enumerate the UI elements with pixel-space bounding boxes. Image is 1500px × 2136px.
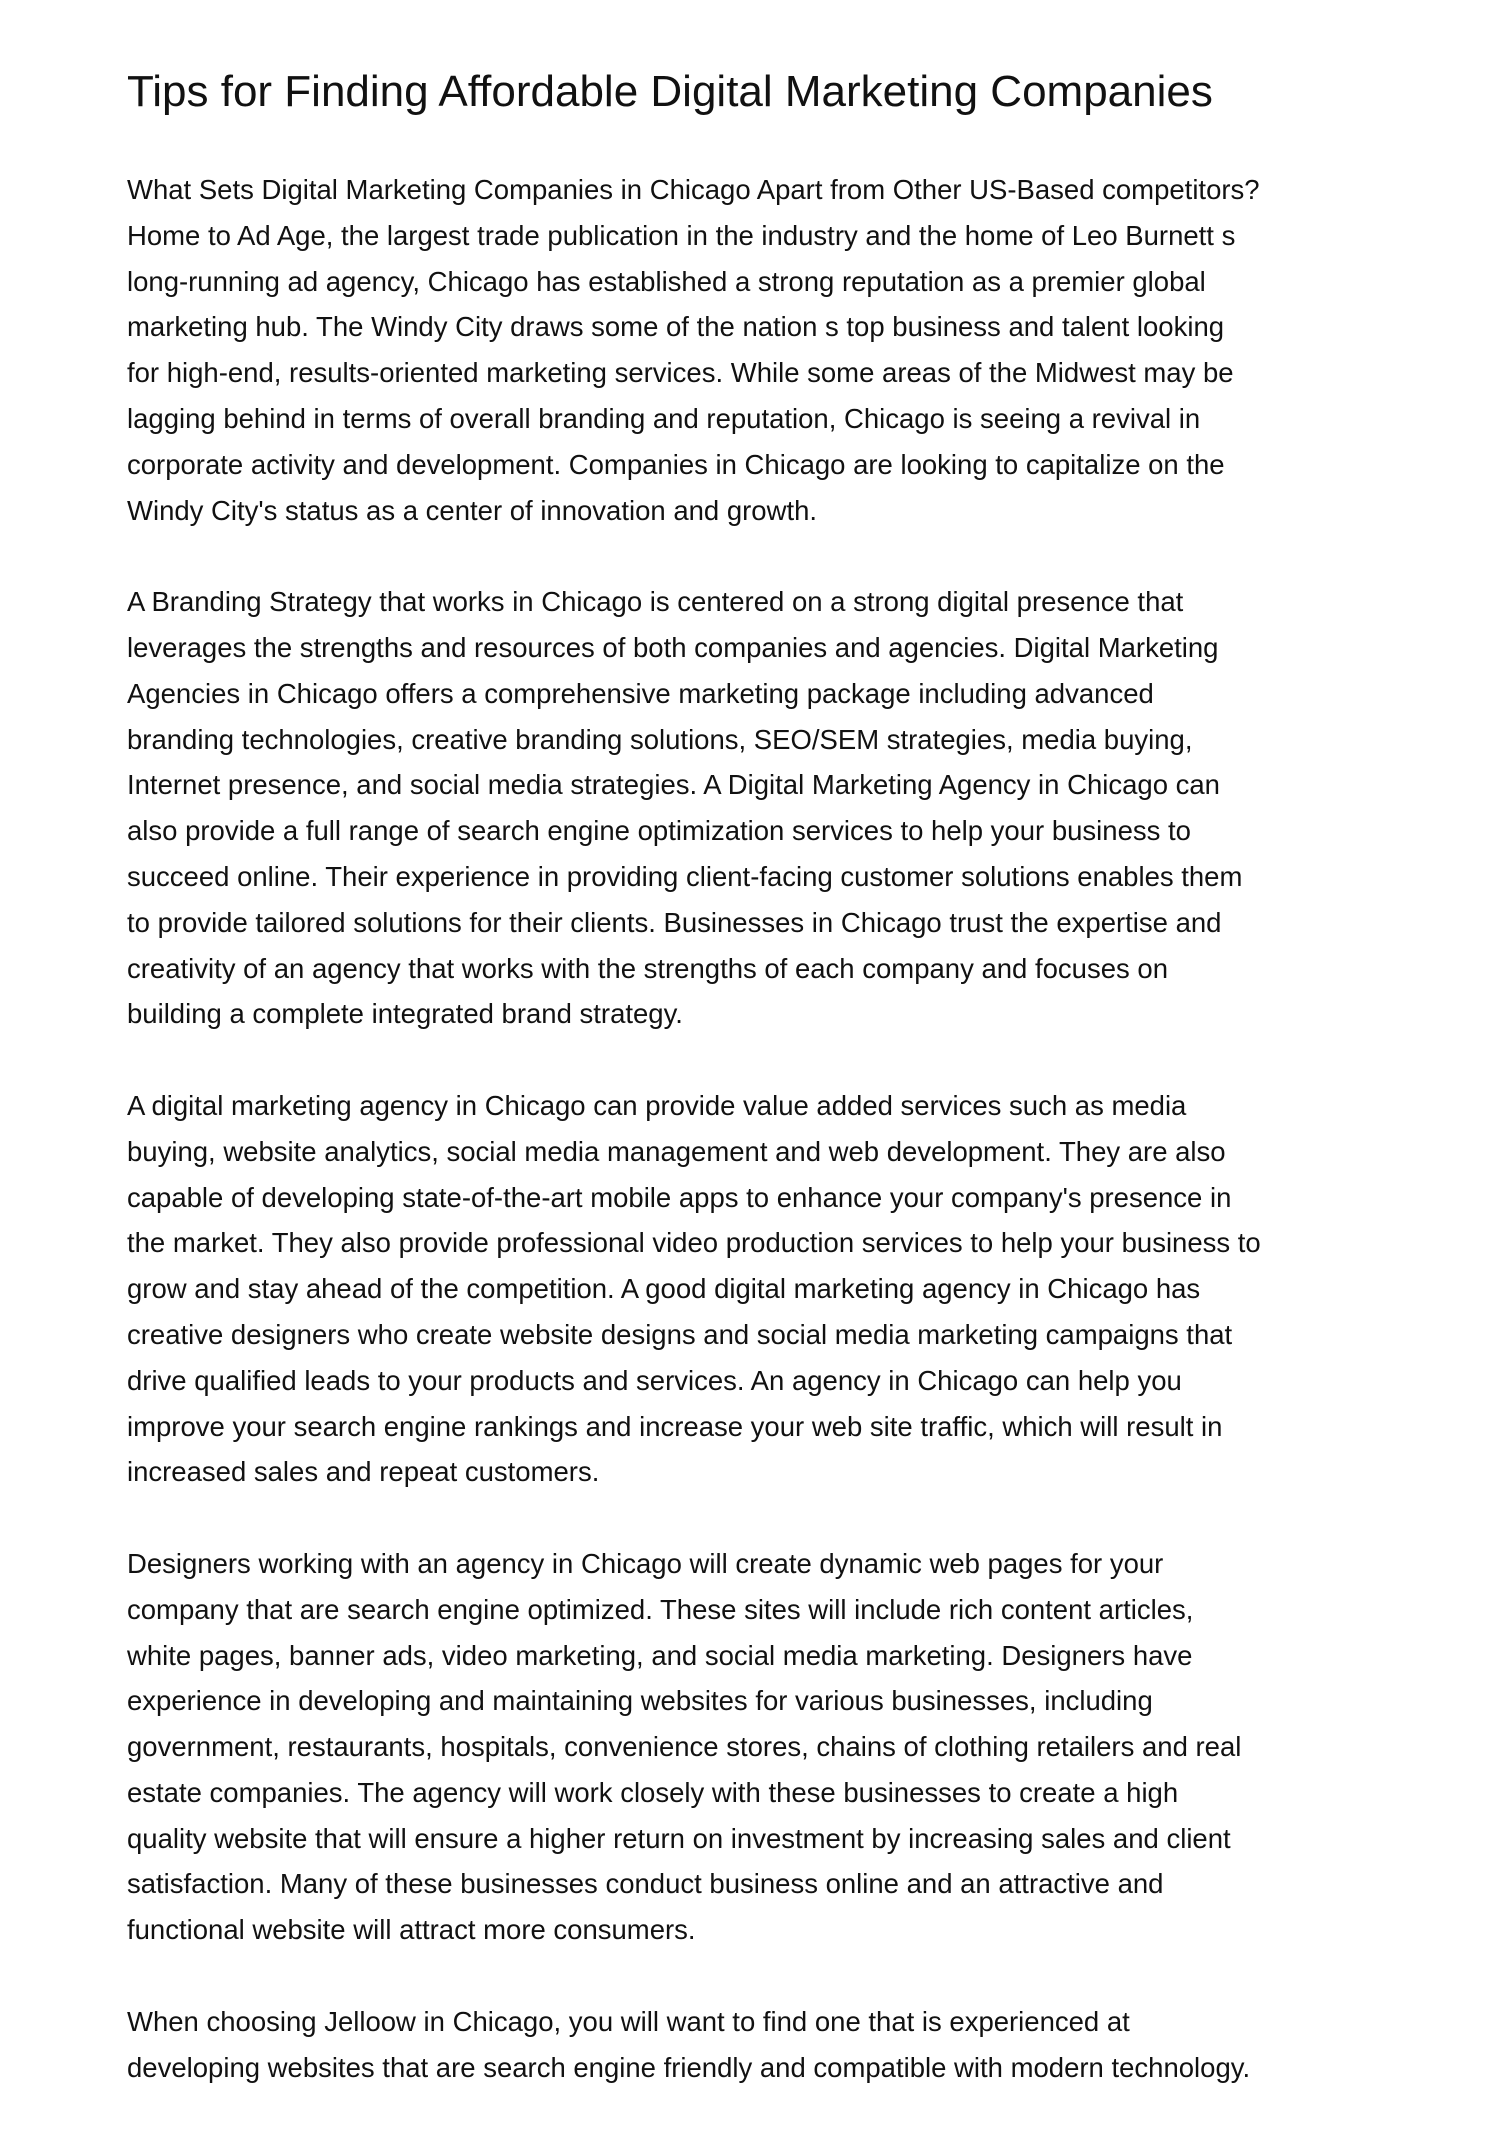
paragraph-line: quality website that will ensure a higher return on investment by increasing sales and client <box>127 1822 1231 1854</box>
paragraph-line: leverages the strengths and resources of both companies and agencies. Digital Marketing <box>127 631 1219 663</box>
paragraph <box>127 579 1427 1037</box>
paragraph-line: A Branding Strategy that works in Chicago is centered on a strong digital presence that <box>127 586 1184 618</box>
paragraph-line: What Sets Digital Marketing Companies in Chicago Apart from Other US-Based competitors? <box>127 174 1260 205</box>
paragraph <box>127 167 1427 533</box>
paragraph-line: increased sales and repeat customers. <box>127 1456 600 1488</box>
article-body <box>127 167 1427 2136</box>
paragraph-line: lagging behind in terms of overall branding and reputation, Chicago is seeing a revival in <box>127 402 1201 434</box>
paragraph-line: Designers working with an agency in Chicago will create dynamic web pages for your <box>127 1547 1164 1579</box>
paragraph-line: white pages, banner ads, video marketing, and social media marketing. Designers have <box>127 1639 1193 1671</box>
paragraph-line: experience in developing and maintaining websites for various businesses, including <box>127 1685 1153 1717</box>
paragraph-line: buying, website analytics, social media management and web development. They are also <box>127 1135 1226 1167</box>
paragraph-line: company that are search engine optimized. These sites will include rich content articles, <box>127 1593 1194 1625</box>
paragraph-line: drive qualified leads to your products and services. An agency in Chicago can help you <box>127 1364 1182 1396</box>
paragraph-line: creative designers who create website designs and social media marketing campaigns that <box>127 1318 1233 1350</box>
paragraph-line: branding technologies, creative branding solutions, SEO/SEM strategies, media buying, <box>127 723 1193 755</box>
paragraph-line: improve your search engine rankings and increase your web site traffic, which will result in <box>127 1410 1223 1442</box>
paragraph-line: When choosing Jelloow in Chicago, you will want to find one that is experienced at <box>127 2005 1130 2037</box>
paragraph-line: building a complete integrated brand strategy. <box>127 998 683 1030</box>
paragraph-line: estate companies. The agency will work closely with these businesses to create a high <box>127 1776 1179 1808</box>
paragraph-line: marketing hub. The Windy City draws some of the nation s top business and talent looking <box>127 311 1225 343</box>
paragraph-line: the market. They also provide professional video production services to help your business to <box>127 1227 1261 1259</box>
paragraph-line: creativity of an agency that works with the strengths of each company and focuses on <box>127 952 1168 984</box>
paragraph-line: for high-end, results-oriented marketing services. While some areas of the Midwest may be <box>127 357 1234 389</box>
paragraph-line: government, restaurants, hospitals, convenience stores, chains of clothing retailers and real <box>127 1731 1242 1763</box>
paragraph-line: Home to Ad Age, the largest trade publication in the industry and the home of Leo Burnett s <box>127 219 1236 251</box>
paragraph-line: succeed online. Their experience in providing client-facing customer solutions enables them <box>127 860 1243 892</box>
paragraph-line: Internet presence, and social media strategies. A Digital Marketing Agency in Chicago can <box>127 769 1220 801</box>
paragraph-line: Agencies in Chicago offers a comprehensive marketing package including advanced <box>127 677 1154 709</box>
paragraph-line: to provide tailored solutions for their clients. Businesses in Chicago trust the expertise and <box>127 906 1222 938</box>
paragraph-line: satisfaction. Many of these businesses conduct business online and an attractive and <box>127 1868 1164 1900</box>
paragraph-line: long-running ad agency, Chicago has established a strong reputation as a premier global <box>127 265 1206 297</box>
paragraph <box>127 1541 1427 1953</box>
paragraph-line: corporate activity and development. Companies in Chicago are looking to capitalize on the <box>127 448 1225 480</box>
paragraph-line: grow and stay ahead of the competition. A good digital marketing agency in Chicago has <box>127 1273 1201 1305</box>
paragraph-line: Windy City's status as a center of innovation and growth. <box>127 494 818 526</box>
paragraph-line: also provide a full range of search engine optimization services to help your business to <box>127 815 1191 847</box>
paragraph <box>127 1999 1427 2091</box>
paragraph-line: functional website will attract more consumers. <box>127 1914 696 1946</box>
paragraph-line: developing websites that are search engine friendly and compatible with modern technology. <box>127 2051 1251 2083</box>
paragraph <box>127 1083 1427 1495</box>
page-title: Tips for Finding Affordable Digital Marketing Companies <box>127 67 1213 116</box>
paragraph-line: A digital marketing agency in Chicago can provide value added services such as media <box>127 1089 1187 1121</box>
paragraph-line: capable of developing state-of-the-art mobile apps to enhance your company's presence in <box>127 1181 1232 1213</box>
